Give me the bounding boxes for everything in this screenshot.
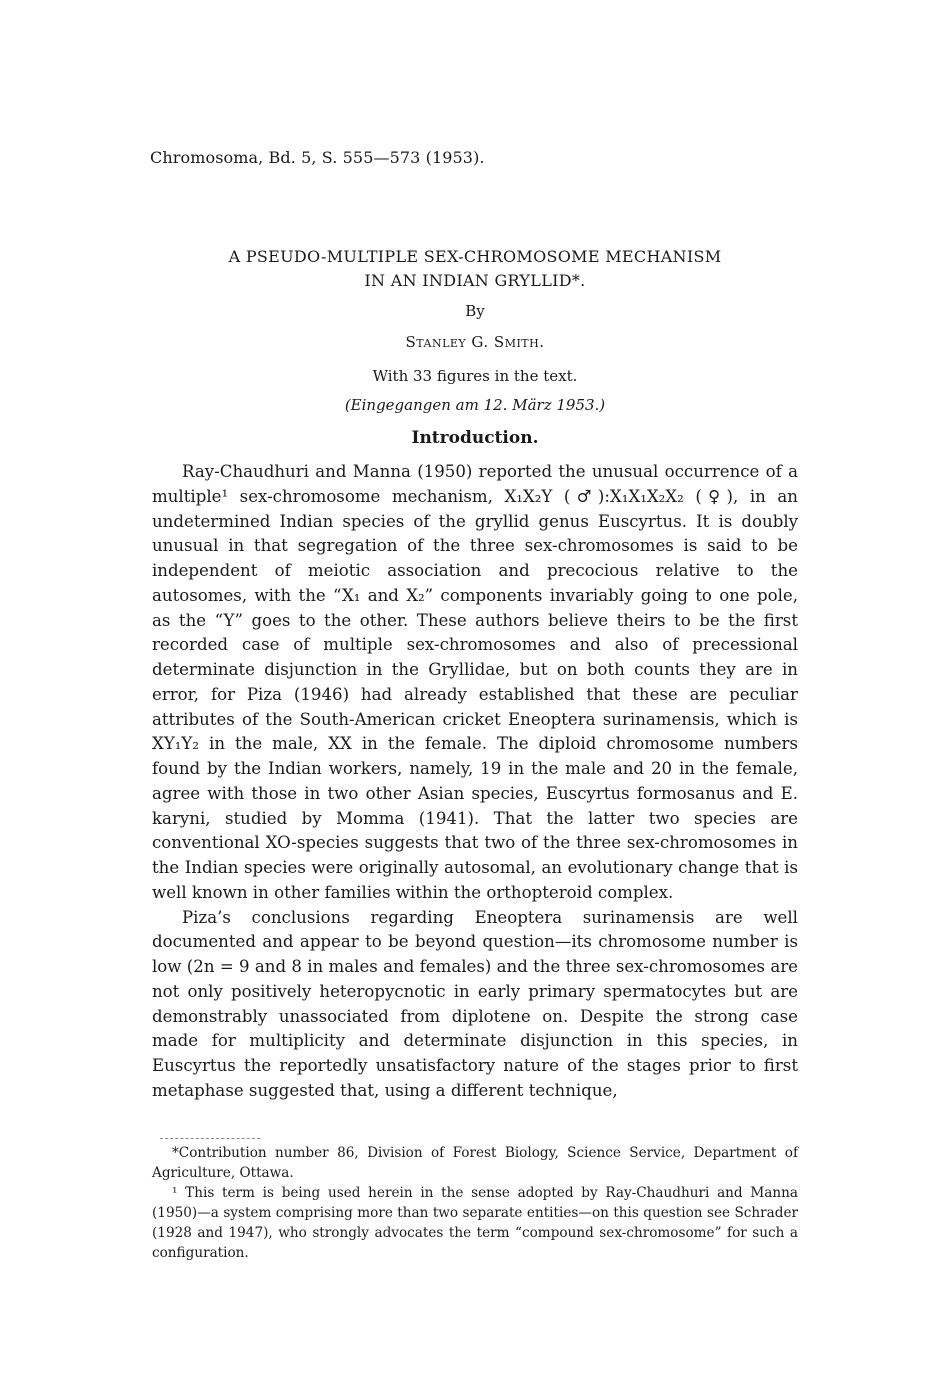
journal-reference: Chromosoma, Bd. 5, S. 555—573 (1953). — [150, 148, 485, 167]
title-block — [150, 245, 800, 417]
article-title-line-1: A PSEUDO-MULTIPLE SEX-CHROMOSOME MECHANISM — [228, 247, 722, 266]
author-name: Stanley G. Smith. — [405, 333, 545, 351]
footnote-divider — [160, 1138, 260, 1140]
paragraph-2: Piza’s conclusions regarding Eneoptera surinamensis are well documented and appear to be beyond question—its chromosome number is low (2n = 9 and 8 in males and females) and the three sex-chromosomes are not only positively heteropycnotic in early primary spermatocytes but are demonstrably unassociated from diplotene on. Despite the strong case made for multiplicity and determinate disjunction in this species, in Euscyrtus the reportedly unsatisfactory nature of the stages prior to first metaphase suggested that, using a different technique, — [152, 907, 798, 1100]
received-date: (Eingegangen am 12. März 1953.) — [344, 396, 606, 414]
footnote-1: ¹ This term is being used herein in the sense adopted by Ray-Chaudhuri and Manna (1950)—a system comprising more than two separate entities—on this question see Schrader (1928 and 1947), who strongly advocates the term “compound sex-chromosome” for such a configuration. — [152, 1185, 798, 1261]
footnotes — [152, 1143, 798, 1263]
footnote-star: *Contribution number 86, Division of Forest Biology, Science Service, Department of Agriculture, Ottawa. — [152, 1145, 798, 1181]
paragraph-1: Ray-Chaudhuri and Manna (1950) reported the unusual occurrence of a multiple¹ sex-chromosome mechanism, X₁X₂Y (♂):X₁X₁X₂X₂ (♀), in an undetermined Indian species of the gryllid genus Euscyrtus. It is doubly unusual in that segregation of the three sex-chromosomes is said to be independent of meiotic association and precocious relative to the autosomes, with the “X₁ and X₂” components invariably going to one pole, as the “Y” goes to the other. These authors believe theirs to be the first recorded case of multiple sex-chromosomes and also of precessional determinate disjunction in the Gryllidae, but on both counts they are in error, for Piza (1946) had already established that these are peculiar attributes of the South-American cricket Eneoptera surinamensis, which is XY₁Y₂ in the male, XX in the female. The diploid chromosome numbers found by the Indian workers, namely, 19 in the male and 20 in the female, agree with those in two other Asian species, Euscyrtus formosanus and E. karyni, studied by Momma (1941). That the latter two species are conventional XO-species suggests that two of the three sex-chromosomes in the Indian species were originally autosomal, an evolutionary change that is well known in other families within the orthopteroid complex. — [152, 462, 798, 902]
article-title-line-2: IN AN INDIAN GRYLLID*. — [364, 271, 586, 290]
byline: By — [465, 302, 485, 320]
figures-note: With 33 figures in the text. — [372, 367, 578, 385]
section-heading: Introduction. — [411, 428, 539, 448]
body-text — [152, 460, 798, 1104]
